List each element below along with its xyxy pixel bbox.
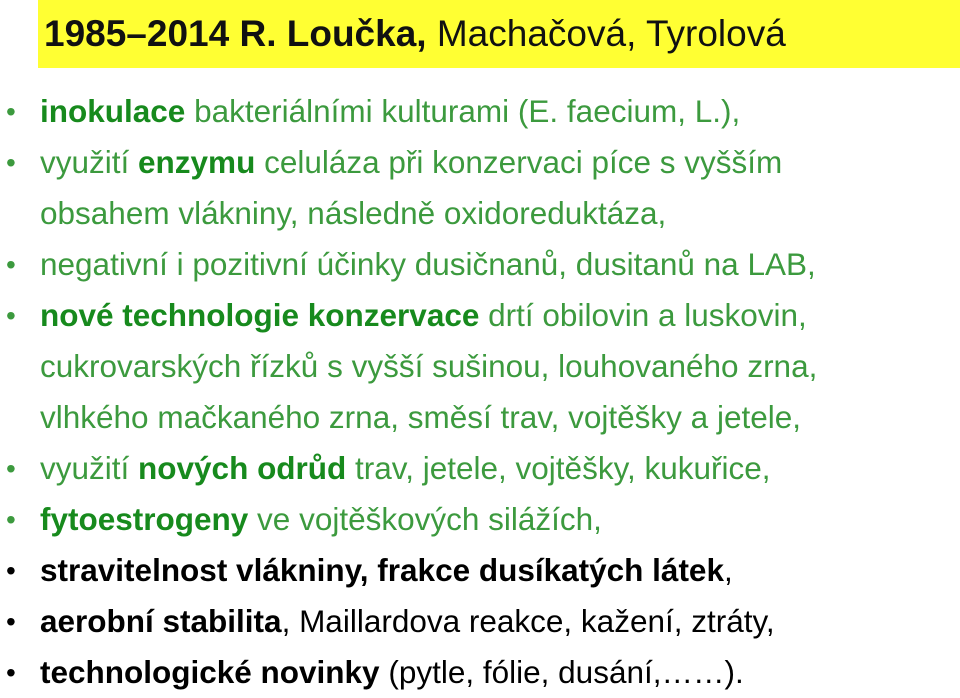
list-item-stravitelnost (0, 545, 960, 596)
item-text-line2: cukrovarských řízků s vyšší sušinou, louhovaného zrna, (40, 348, 818, 384)
item-text-line3: vlhkého mačkaného zrna, směsí trav, vojtěšky a jetele, (40, 399, 802, 435)
title-bold: 1985–2014 R. Loučka, (44, 13, 427, 54)
item-text: , (723, 552, 733, 588)
bullet-icon: • (6, 453, 16, 484)
item-text: trav, jetele, vojtěšky, kukuřice, (346, 450, 771, 486)
list-item-odrudy (0, 443, 960, 494)
item-text: drtí obilovin a luskovin, (479, 297, 807, 333)
bullet-icon: • (6, 504, 16, 535)
item-strong: technologické novinky (40, 654, 380, 690)
bullet-icon: • (6, 96, 16, 127)
item-strong: inokulace (40, 93, 186, 129)
item-strong: stravitelnost vlákniny, frakce dusíkatých látek (40, 552, 724, 588)
item-text: negativní i pozitivní účinky dusičnanů, dusitanů na LAB, (40, 246, 816, 282)
list-item-novinky (0, 647, 960, 698)
list-item-technologie (0, 290, 960, 443)
list-item-inokulace (0, 86, 960, 137)
item-text: , Maillardova reakce, kažení, ztráty, (281, 603, 775, 639)
item-text: celuláza při konzervaci píce s vyšším (255, 144, 783, 180)
item-text-line2: obsahem vlákniny, následně oxidoreduktáza, (40, 195, 667, 231)
bullet-icon: • (6, 249, 16, 280)
bullet-icon: • (6, 606, 16, 637)
title-rest: Machačová, Tyrolová (426, 13, 786, 54)
item-text: ve vojtěškových silážích, (248, 501, 602, 537)
item-strong: fytoestrogeny (40, 501, 249, 537)
item-text: využití (40, 144, 139, 180)
bullet-list (0, 86, 960, 698)
bullet-icon: • (6, 555, 16, 586)
list-item-enzymu (0, 137, 960, 239)
bullet-icon: • (6, 300, 16, 331)
list-item-fytoestrogeny (0, 494, 960, 545)
bullet-icon: • (6, 657, 16, 688)
item-text: (pytle, fólie, dusání,……). (379, 654, 744, 690)
list-item-stabilita (0, 596, 960, 647)
slide-title (44, 12, 786, 56)
item-text: využití (40, 450, 139, 486)
item-strong: nové technologie konzervace (40, 297, 480, 333)
item-strong: aerobní stabilita (40, 603, 282, 639)
item-text: bakteriálními kulturami (E. faecium, L.), (185, 93, 741, 129)
list-item-dusicnany (0, 239, 960, 290)
item-strong: enzymu (138, 144, 256, 180)
item-strong: nových odrůd (138, 450, 347, 486)
bullet-icon: • (6, 147, 16, 178)
